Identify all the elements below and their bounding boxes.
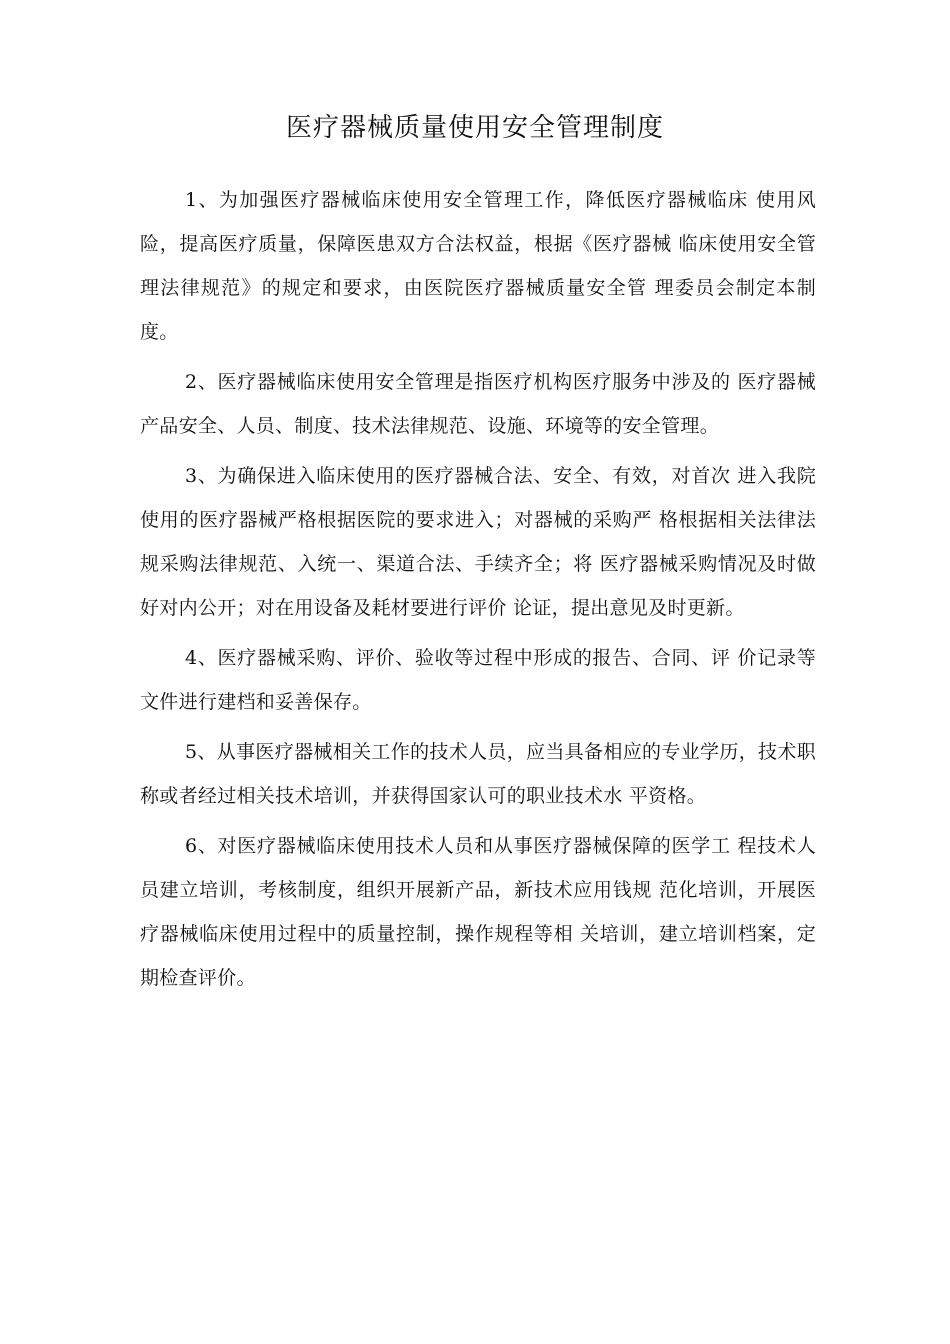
paragraph-3: 3、为确保进入临床使用的医疗器械合法、安全、有效，对首次 进入我院使用的医疗器械严格根据医院的要求进入；对器械的采购严 格根据相关法律法规采购法律规范、入统一、渠道合法、手续齐全；将 医疗器械采购情况及时做好对内公开；对在用设备及耗材要进行评价 论证，提出意见及时更新。 <box>140 465 816 619</box>
paragraph-6: 6、对医疗器械临床使用技术人员和从事医疗器械保障的医学工 程技术人员建立培训，考核制度，组织开展新产品，新技术应用钱规 范化培训，开展医疗器械临床使用过程中的质量控制，操作规程等相 关培训，建立培训档案，定期检查评价。 <box>140 835 816 989</box>
document-body <box>140 178 816 1006</box>
document-title: 医疗器械质量使用安全管理制度 <box>285 113 664 143</box>
paragraph-5: 5、从事医疗器械相关工作的技术人员，应当具备相应的专业学历，技术职称或者经过相关技术培训，并获得国家认可的职业技术水 平资格。 <box>140 741 816 807</box>
paragraph-1: 1、为加强医疗器械临床使用安全管理工作，降低医疗器械临床 使用风险，提高医疗质量，保障医患双方合法权益，根据《医疗器械 临床使用安全管理法律规范》的规定和要求，由医院医疗器械质量安全管 理委员会制定本制度。 <box>140 189 816 343</box>
paragraph-2: 2、医疗器械临床使用安全管理是指医疗机构医疗服务中涉及的 医疗器械产品安全、人员、制度、技术法律规范、设施、环境等的安全管理。 <box>140 371 816 437</box>
paragraph-4: 4、医疗器械采购、评价、验收等过程中形成的报告、合同、评 价记录等文件进行建档和妥善保存。 <box>140 647 816 713</box>
